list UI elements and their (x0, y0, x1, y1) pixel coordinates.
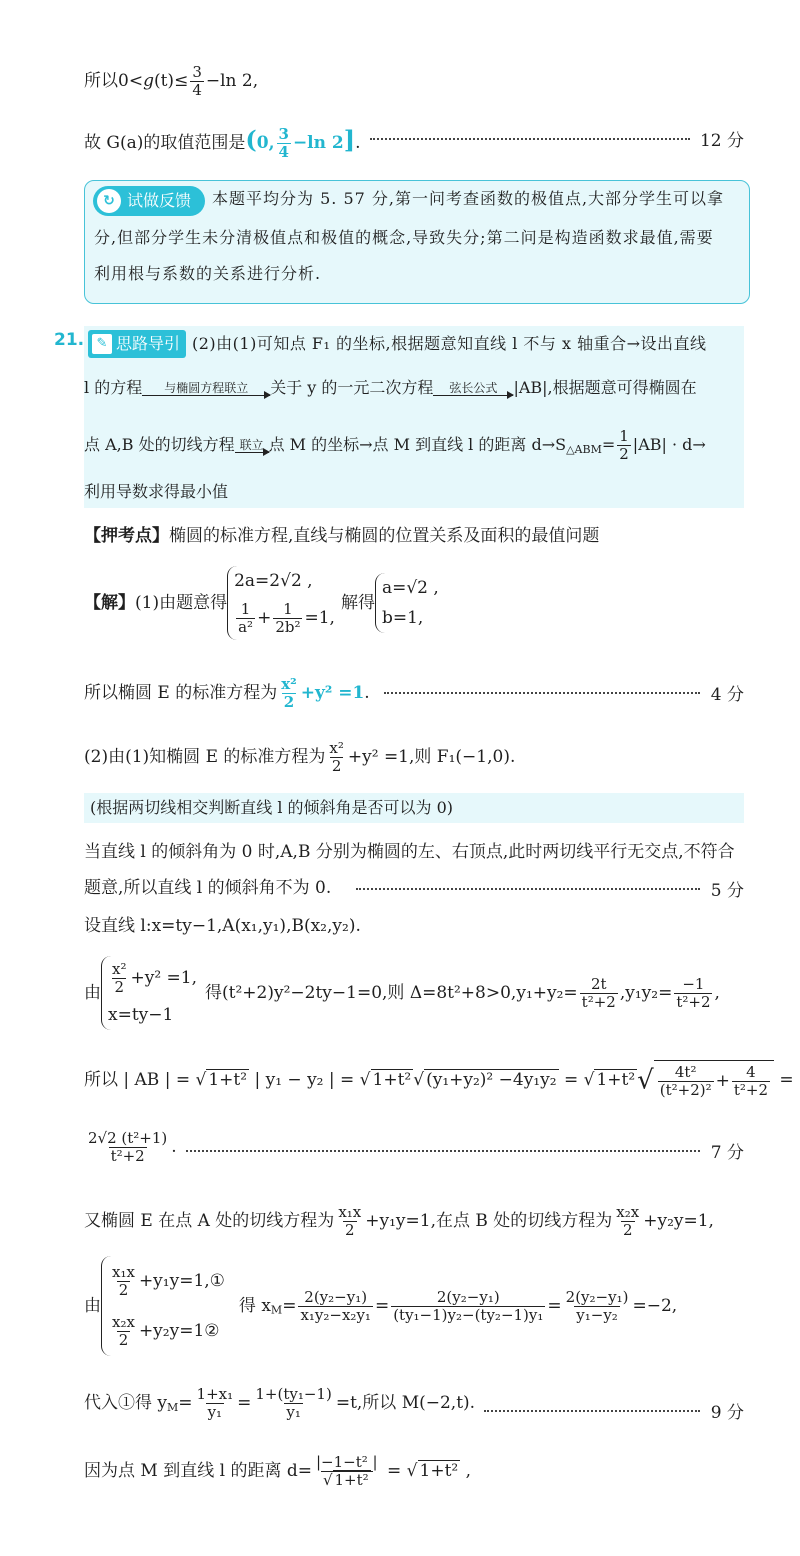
badge-label: 试做反馈 (127, 191, 192, 210)
feedback-line: 利用根与系数的关系进行分析. (94, 264, 322, 283)
leader-dots (186, 1150, 700, 1152)
text: (t) (153, 71, 175, 91)
system-brace: $\frac{\text{x₁x}}{2}$ +y₁y=1,① $\frac{\text{x₂x}}{2}$ +y₂y=1② (101, 1256, 225, 1356)
text: 故 G(a)的取值范围是 (84, 133, 246, 153)
fraction: $\frac{3}{4}$ (192, 63, 202, 99)
feedback-line: 本题平均分为 5. 57 分,第一问考查函数的极值点,大部分学生可以拿 (212, 189, 725, 208)
score: 12 分 (699, 131, 744, 151)
line-G-range (84, 126, 361, 161)
tangent-equations: 又椭圆 E 在点 A 处的切线方程为 $\frac{\text{x₁x}}{2}$ +y₁y=1,在点 B 处的切线方程为 $\frac{\text{x₂x}}{2}$ +y₂y=1, (84, 1203, 714, 1239)
badge-label: 思路导引 (116, 334, 181, 353)
solution-part1: 【解】(1)由题意得 2a=2√2 , $\frac{1}{\text{a²}}$ + $\frac{1}{\text{2b²}}$ =1, 解得 a=√2 , b=1, (84, 566, 439, 640)
feedback-line: 分,但部分学生未分清极值点和极值的概念,导致失分;第二问是构造函数求最值,需要 (94, 228, 714, 247)
answer-fraction: $\frac{3}{4}$ (278, 125, 289, 161)
hint-text: (根据两切线相交判断直线 l 的倾斜角是否可以为 0) (90, 798, 454, 817)
text: −ln 2, (205, 71, 259, 91)
score: 5 分 (710, 881, 744, 901)
text: ≤ (174, 71, 189, 91)
zero-slope-line: 当直线 l 的倾斜角为 0 时,A,B 分别为椭圆的左、右顶点,此时两切线平行无交点,不符合 (84, 842, 735, 862)
system-brace: $\frac{\text{x²}}{2}$ +y² =1, x=ty−1 (101, 956, 197, 1030)
system-brace: 2a=2√2 , $\frac{1}{\text{a²}}$ + $\frac{1}{\text{2b²}}$ =1, (227, 566, 335, 640)
line-g-range (84, 64, 258, 99)
guide-badge (88, 330, 186, 358)
answer-text: −ln 2 (292, 133, 344, 153)
system-one: 由 $\frac{\text{x²}}{2}$ +y² =1, x=ty−1 得(t²+2)y²−2ty−1=0,则 Δ=8t²+8>0,y₁+y₂= $\frac{2t}{\text{t²+2}}$ ,y₁y₂= $\frac{-1}{\text{t²+2}}$ , (84, 956, 720, 1030)
distance-line: 因为点 M 到直线 l 的距离 d= $\frac{\text{|−1−t² |}}{\text{√ 1+t²}}$ = √ 1+t² , (84, 1453, 472, 1489)
answer-text: 0, (256, 133, 275, 153)
pencil-icon: ✎ (92, 334, 112, 354)
bracket: ( (245, 125, 257, 154)
leader-dots (484, 1410, 700, 1412)
question-number: 21. (54, 330, 85, 350)
guide-line: (2)由(1)可知点 F₁ 的坐标,根据题意知直线 l 不与 x 轴重合→设出直线 (192, 334, 707, 353)
system-two: 由 $\frac{\text{x₁x}}{2}$ +y₁y=1,① $\frac{\text{x₂x}}{2}$ +y₂y=1② 得 $x_M=$ $\frac{\text{2(y₂−y₁)}}{\text{x₁y₂−x₂y₁}}$ = $\frac{\text{2(y₂−y₁)}}{\text{(ty₁−1)y₂−(ty₂−1)y₁}}$ = $\frac{\text{2(y₂−y₁)}}{\text{y₁−y₂}}$ =−2, (84, 1256, 677, 1356)
arrow-label: 弦长公式 (433, 381, 513, 396)
result-brace: a=√2 , b=1, (375, 573, 439, 633)
key-point: 【押考点】椭圆的标准方程,直线与椭圆的位置关系及面积的最值问题 (84, 526, 600, 546)
leader-dots (384, 692, 700, 694)
line-setup: 设直线 l:x=ty−1,A(x₁,y₁),B(x₂,y₂). (84, 916, 361, 936)
standard-equation: 所以椭圆 E 的标准方程为 $\frac{\text{x²}}{2}$ +y² =1. (84, 675, 370, 711)
arrow-label: 联立 (235, 438, 269, 453)
refresh-icon: ↻ (97, 189, 121, 213)
guide-line: l 的方程 与椭圆方程联立 关于 y 的一元二次方程 弦长公式 |AB|,根据题意可得椭圆在 (84, 378, 697, 397)
text: 所以0< (84, 71, 144, 91)
guide-line: 点 A,B 处的切线方程 联立 点 M 的坐标→点 M 到直线 l 的距离 $d\to S_{\triangle ABM}=$ $\frac{1}{2}$ |AB| · d→ (84, 427, 706, 463)
chord-length: 所以 | AB | = √ 1+t² | y₁ − y₂ | = √ 1+t² √ (y₁+y₂)² −4y₁y₂ = √ 1+t²√ $\frac{\text{4t²}}{\text{(t²+2)²}}$ + $\frac{4}{\text{t²+2}}$ = (84, 1060, 794, 1101)
score: 4 分 (710, 685, 744, 705)
text: g (143, 71, 154, 91)
text: . (355, 133, 361, 153)
arrow-label: 与椭圆方程联立 (142, 381, 270, 396)
guide-line: 利用导数求得最小值 (84, 482, 229, 501)
substitute-line: 代入①得 $y_M=$ $\frac{\text{1+x₁}}{\text{y₁}}$ = $\frac{\text{1+(ty₁−1)}}{\text{y₁}}$ =t,所以 M(−2,t). (84, 1385, 476, 1421)
zero-slope-line: 题意,所以直线 l 的倾斜角不为 0. (84, 878, 332, 898)
score: 7 分 (710, 1143, 744, 1163)
fraction: $\frac{1}{2}$ (619, 427, 629, 463)
leader-dots (370, 138, 690, 140)
score: 9 分 (710, 1403, 744, 1423)
chord-length-result: $\frac{\text{2√2 (t²+1)}}{\text{t²+2}}$ . (88, 1129, 177, 1165)
leader-dots (356, 888, 700, 890)
bracket: ] (343, 125, 356, 154)
part2-intro: (2)由(1)知椭圆 E 的标准方程为 $\frac{\text{x²}}{2}$ +y² =1,则 F₁(−1,0). (84, 739, 516, 775)
feedback-badge (93, 186, 205, 216)
